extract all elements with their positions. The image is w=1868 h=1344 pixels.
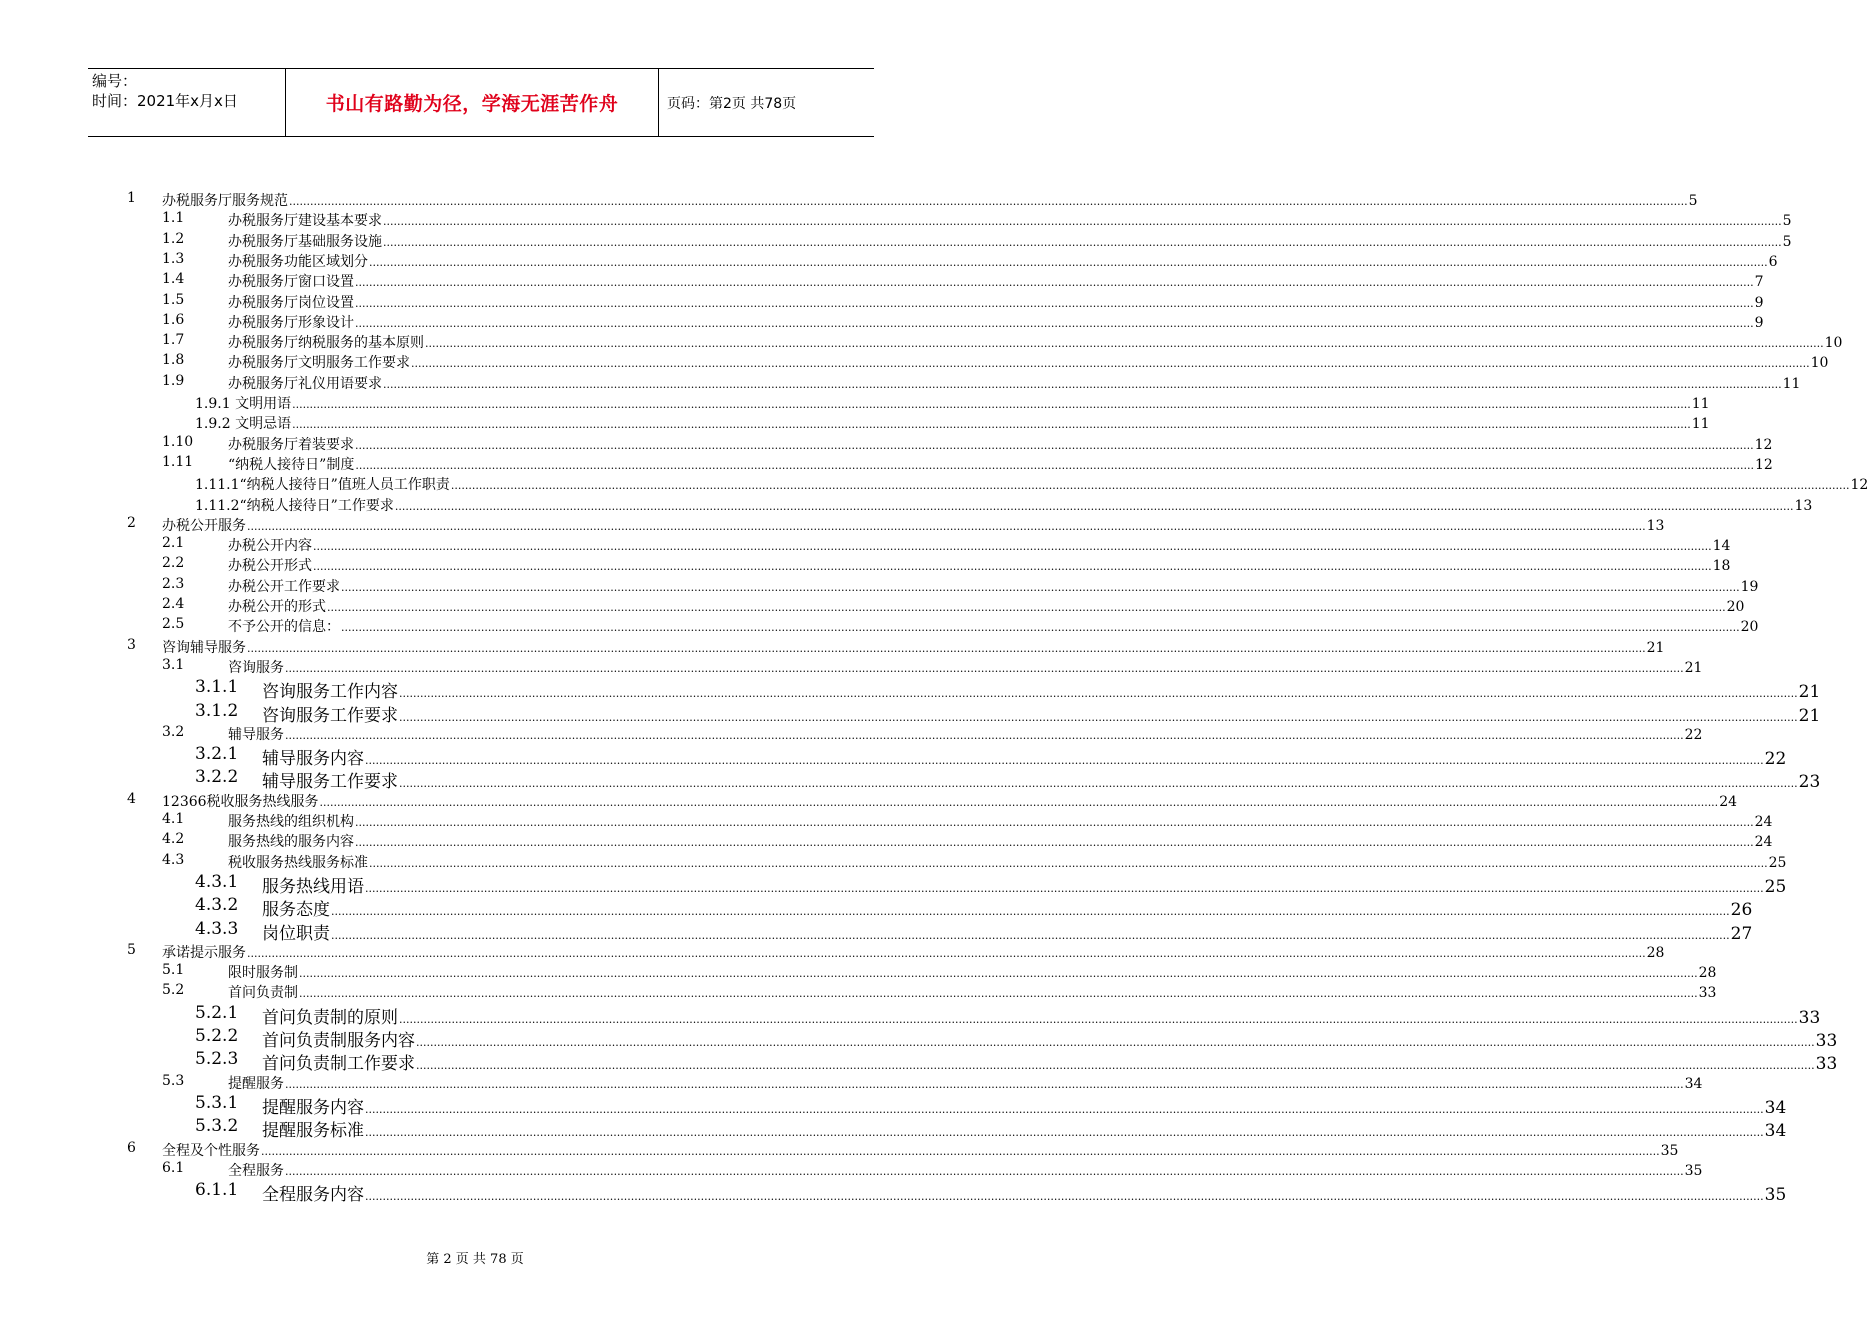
toc-page-number: 23 [1798,772,1821,793]
toc-title: 1.11.1“纳税人接待日”值班人员工作职责 [195,477,450,494]
toc-number: 3.2 [162,723,185,740]
toc-number: 1.4 [162,271,185,288]
toc-leader: ................................................................................................................................................................................................................................................................................................................................................................................................................ [399,777,1798,791]
toc-number: 1 [127,190,136,206]
toc-title: 首问负责制 [228,985,298,1002]
toc-page-number: 19 [1740,578,1759,595]
toc-page-number: 22 [1764,749,1787,770]
toc-page-number: 21 [1646,639,1665,656]
toc-page-number: 5 [1688,193,1698,209]
toc-page-number: 33 [1798,1007,1821,1028]
toc-number: 3.1.1 [195,677,239,698]
toc-page-number: 21 [1798,705,1821,726]
toc-title: 1.11.2“纳税人接待日”工作要求 [195,497,394,514]
toc-title: 办税公开服务 [162,517,246,534]
toc-title: 税收服务热线服务标准 [228,854,368,871]
toc-title: 服务热线用语 [262,876,364,897]
toc-number: 5.2.2 [195,1026,239,1046]
toc-number: 2.4 [162,596,185,612]
toc-title: 办税服务厅岗位设置 [228,294,354,311]
toc-leader: ................................................................................................................................................................................................................................................................................................................................................................................................................ [289,195,1688,208]
toc-page-number: 20 [1740,619,1759,636]
page-footer: 第 2 页 共 78 页 [426,1252,524,1267]
toc-leader: ................................................................................................................................................................................................................................................................................................................................................................................................................ [355,316,1754,330]
toc-title: 全程及个性服务 [162,1142,260,1159]
header-motto-cell [286,69,659,136]
toc-title: 办税服务厅服务规范 [162,193,288,209]
toc-entry[interactable] [0,811,1773,831]
toc-leader: ................................................................................................................................................................................................................................................................................................................................................................................................................ [355,836,1754,850]
toc-page-number: 14 [1712,538,1731,555]
toc-leader: ................................................................................................................................................................................................................................................................................................................................................................................................................ [355,296,1754,310]
toc-leader: ................................................................................................................................................................................................................................................................................................................................................................................................................ [292,418,1691,432]
toc-entry[interactable] [0,413,1710,433]
toc-page-number: 7 [1754,274,1764,291]
toc-number: 4.3 [162,851,185,868]
toc-entry[interactable] [0,1026,1838,1051]
toc-leader: ................................................................................................................................................................................................................................................................................................................................................................................................................ [365,881,1764,895]
toc-number: 1.5 [162,291,185,308]
toc-page-number: 13 [1794,497,1813,514]
toc-page-number: 13 [1646,517,1665,534]
toc-leader: ................................................................................................................................................................................................................................................................................................................................................................................................................ [399,1012,1798,1026]
toc-number: 1.11 [162,453,194,470]
toc-entry[interactable] [0,555,1731,575]
toc-leader: ................................................................................................................................................................................................................................................................................................................................................................................................................ [365,1190,1764,1204]
toc-number: 1.10 [162,433,194,450]
toc-entry[interactable] [0,1002,1821,1028]
toc-number: 4.2 [162,831,185,848]
toc-entry[interactable] [0,596,1745,616]
toc-title: 咨询服务 [228,659,284,676]
toc-number: 2.2 [162,555,185,572]
toc-leader: ................................................................................................................................................................................................................................................................................................................................................................................................................ [285,1077,1684,1091]
toc-number: 2.5 [162,616,185,633]
toc-page-number: 21 [1684,659,1703,676]
toc-title: 办税公开的形式 [228,599,326,615]
toc-page-number: 12 [1754,456,1773,473]
toc-leader: ................................................................................................................................................................................................................................................................................................................................................................................................................ [399,710,1798,724]
toc-title: 全程服务 [228,1162,284,1179]
toc-entry[interactable] [0,433,1773,454]
toc-number: 1.3 [162,250,185,267]
toc-number: 3.1.2 [195,700,239,721]
toc-leader: ................................................................................................................................................................................................................................................................................................................................................................................................................ [331,905,1730,919]
toc-leader: ................................................................................................................................................................................................................................................................................................................................................................................................................ [341,580,1740,594]
toc-title: 办税服务厅着装要求 [228,436,354,453]
toc-leader: ................................................................................................................................................................................................................................................................................................................................................................................................................ [299,987,1698,1001]
toc-title: 限时服务制 [228,965,298,982]
toc-page-number: 12 [1754,436,1773,453]
toc-leader: ................................................................................................................................................................................................................................................................................................................................................................................................................ [319,795,1719,809]
toc-leader: ................................................................................................................................................................................................................................................................................................................................................................................................................ [327,601,1726,614]
toc-leader: ................................................................................................................................................................................................................................................................................................................................................................................................................ [383,235,1782,249]
toc-leader: ................................................................................................................................................................................................................................................................................................................................................................................................................ [299,967,1698,981]
toc-page-number: 20 [1726,599,1745,615]
toc-entry[interactable] [0,1159,1703,1180]
toc-title: 辅导服务工作要求 [262,772,398,793]
toc-entry[interactable] [0,871,1787,897]
toc-entry[interactable] [0,1049,1838,1075]
toc-leader: ................................................................................................................................................................................................................................................................................................................................................................................................................ [369,856,1768,870]
toc-leader: ................................................................................................................................................................................................................................................................................................................................................................................................................ [331,928,1730,942]
toc-page-number: 22 [1684,726,1703,743]
toc-entry[interactable] [0,616,1759,636]
toc-leader: ................................................................................................................................................................................................................................................................................................................................................................................................................ [383,377,1782,391]
toc-number: 4.3.3 [195,918,239,939]
toc-entry[interactable] [0,744,1787,770]
toc-page-number: 34 [1764,1121,1787,1142]
toc-page-number: 10 [1810,355,1829,372]
toc-leader: ................................................................................................................................................................................................................................................................................................................................................................................................................ [394,499,1794,513]
toc-title: 承诺提示服务 [162,944,246,961]
toc-number: 5 [127,941,136,958]
toc-entry[interactable] [0,190,1698,210]
toc-leader: ................................................................................................................................................................................................................................................................................................................................................................................................................ [355,458,1754,472]
toc-number: 1.9 [162,372,185,389]
toc-page-number: 28 [1698,965,1717,982]
toc-number: 6.1 [162,1159,185,1176]
toc-title: 办税公开工作要求 [228,578,340,595]
toc-entry[interactable] [0,495,1813,515]
page-info: 页码：第2页 共78页 [667,95,797,112]
toc-page-number: 10 [1824,335,1843,352]
toc-leader: ................................................................................................................................................................................................................................................................................................................................................................................................................ [450,479,1850,493]
toc-leader: ................................................................................................................................................................................................................................................................................................................................................................................................................ [383,215,1782,229]
toc-entry[interactable] [0,575,1759,596]
toc-entry[interactable] [0,474,1868,494]
toc-entry[interactable] [0,1180,1787,1206]
toc-title: 服务热线的服务内容 [228,834,354,851]
toc-page-number: 11 [1782,375,1801,392]
toc-leader: ................................................................................................................................................................................................................................................................................................................................................................................................................ [261,1144,1660,1158]
toc-leader: ................................................................................................................................................................................................................................................................................................................................................................................................................ [416,1059,1815,1073]
toc-entry[interactable] [0,962,1717,982]
toc-title: 办税服务厅形象设计 [228,314,354,331]
toc-leader: ................................................................................................................................................................................................................................................................................................................................................................................................................ [247,641,1646,655]
toc-leader: ................................................................................................................................................................................................................................................................................................................................................................................................................ [355,276,1754,290]
toc-entry[interactable] [0,851,1787,872]
toc-entry[interactable] [0,1092,1787,1118]
toc-title: 办税公开形式 [228,558,312,575]
toc-entry[interactable] [0,656,1703,677]
toc-title: 提醒服务 [228,1075,284,1092]
toc-page-number: 9 [1754,294,1764,311]
toc-leader: ................................................................................................................................................................................................................................................................................................................................................................................................................ [313,560,1712,574]
toc-entry[interactable] [0,636,1665,657]
toc-page-number: 21 [1798,682,1821,703]
toc-entry[interactable] [0,941,1665,962]
toc-number: 3 [127,636,136,653]
toc-page-number: 34 [1684,1075,1703,1092]
toc-title: 首问负责制的原则 [262,1007,398,1028]
toc-number: 1.7 [162,332,185,349]
toc-title: 咨询服务工作内容 [262,682,398,703]
toc-title: 首问负责制工作要求 [262,1054,415,1075]
toc-page-number: 25 [1764,876,1787,897]
date-label: 时间：2021年x月x日 [92,92,238,110]
toc-number: 4.3.1 [195,871,239,892]
toc-number: 5.3.2 [195,1116,239,1137]
toc-leader: ................................................................................................................................................................................................................................................................................................................................................................................................................ [285,661,1684,675]
toc-leader: ................................................................................................................................................................................................................................................................................................................................................................................................................ [247,519,1646,533]
toc-leader: ................................................................................................................................................................................................................................................................................................................................................................................................................ [425,337,1824,351]
toc-page-number: 35 [1660,1142,1679,1159]
toc-title: 辅导服务 [228,726,284,743]
toc-number: 1.2 [162,230,185,247]
header-meta [88,69,286,136]
toc-leader: ................................................................................................................................................................................................................................................................................................................................................................................................................ [285,1164,1684,1178]
toc-title: 全程服务内容 [262,1185,364,1206]
toc-entry[interactable] [0,352,1829,372]
toc-title: 服务态度 [262,900,330,921]
toc-page-number: 28 [1646,944,1665,961]
page-header [88,68,874,137]
toc-entry[interactable] [0,393,1710,413]
toc-number: 5.2.3 [195,1049,239,1070]
toc-page-number: 24 [1754,834,1773,851]
toc-page-number: 11 [1691,396,1710,412]
toc-number: 2.1 [162,535,185,552]
toc-page-number: 18 [1712,558,1731,575]
toc-title: 1.9.2 文明忌语 [195,416,292,433]
toc-number: 2 [127,514,136,531]
toc-leader: ................................................................................................................................................................................................................................................................................................................................................................................................................ [313,540,1712,554]
toc-title: 12366税收服务热线服务 [162,793,319,810]
toc-title: 1.9.1 文明用语 [195,396,292,412]
toc-leader: ................................................................................................................................................................................................................................................................................................................................................................................................................ [355,438,1754,452]
toc-number: 5.3.1 [195,1092,239,1113]
toc-leader: ................................................................................................................................................................................................................................................................................................................................................................................................................ [365,1126,1764,1140]
toc-title: 办税服务厅文明服务工作要求 [228,355,410,372]
toc-title: 不予公开的信息： [228,619,340,636]
toc-entry[interactable] [0,332,1843,352]
toc-title: 首问负责制服务内容 [262,1031,415,1051]
toc-title: 岗位职责 [262,923,330,944]
toc-page-number: 24 [1754,814,1773,830]
toc-page-number: 35 [1684,1162,1703,1179]
toc-entry[interactable] [0,723,1703,744]
toc-number: 6 [127,1139,136,1156]
toc-number: 4 [127,790,136,807]
toc-title: 提醒服务标准 [262,1121,364,1142]
toc-title: 服务热线的组织机构 [228,814,354,830]
toc-number: 2.3 [162,575,185,592]
toc-title: 办税服务厅基础服务设施 [228,233,382,250]
toc-leader: ................................................................................................................................................................................................................................................................................................................................................................................................................ [369,255,1768,269]
toc-entry[interactable] [0,895,1753,921]
toc-number: 5.2 [162,982,185,999]
toc-title: 办税服务厅纳税服务的基本原则 [228,335,424,352]
toc-title: “纳税人接待日”制度 [228,456,355,473]
toc-number: 6.1.1 [195,1180,239,1201]
toc-page-number: 33 [1698,985,1717,1002]
toc-number: 1.6 [162,311,185,328]
toc-page-number: 26 [1730,900,1753,921]
toc-entry[interactable] [0,230,1792,251]
toc-page-number: 33 [1815,1031,1838,1051]
toc-page-number: 33 [1815,1054,1838,1075]
toc-entry[interactable] [0,1072,1703,1093]
toc-page-number: 35 [1764,1185,1787,1206]
toc-entry[interactable] [0,271,1764,291]
toc-entry[interactable] [0,700,1821,726]
toc-entry[interactable] [0,1139,1679,1160]
toc-page-number: 12 [1850,477,1868,494]
toc-page-number: 27 [1730,923,1753,944]
toc-leader: ................................................................................................................................................................................................................................................................................................................................................................................................................ [247,946,1646,960]
toc-title: 办税服务功能区域划分 [228,253,368,270]
toc-page-number: 5 [1782,233,1792,250]
toc-number: 1.1 [162,210,185,227]
toc-entry[interactable] [0,535,1731,555]
toc-entry[interactable] [0,982,1717,1002]
toc-page-number: 25 [1768,854,1787,871]
toc-number: 5.2.1 [195,1002,239,1023]
toc-title: 提醒服务内容 [262,1097,364,1118]
toc-number: 3.2.2 [195,767,239,788]
toc-leader: ................................................................................................................................................................................................................................................................................................................................................................................................................ [355,816,1754,829]
toc-number: 4.3.2 [195,895,239,916]
toc-entry[interactable] [0,767,1821,793]
toc-entry[interactable] [0,514,1665,535]
toc-entry[interactable] [0,372,1801,393]
toc-entry[interactable] [0,1116,1787,1142]
toc-page-number: 6 [1768,253,1778,270]
toc-leader: ................................................................................................................................................................................................................................................................................................................................................................................................................ [341,621,1740,635]
number-label: 编号： [92,72,138,90]
motto: 书山有路勤为径，学海无涯苦作舟 [325,93,619,115]
toc-page-number: 11 [1691,416,1710,433]
toc-entry[interactable] [0,918,1753,944]
toc-entry[interactable] [0,311,1764,332]
toc-leader: ................................................................................................................................................................................................................................................................................................................................................................................................................ [399,687,1798,701]
toc-page-number: 24 [1719,793,1738,810]
toc-leader: ................................................................................................................................................................................................................................................................................................................................................................................................................ [365,754,1764,768]
toc-leader: ................................................................................................................................................................................................................................................................................................................................................................................................................ [411,357,1810,371]
toc-title: 办税服务厅窗口设置 [228,274,354,291]
toc-page-number: 9 [1754,314,1764,331]
toc-entry[interactable] [0,790,1738,811]
toc-leader: ................................................................................................................................................................................................................................................................................................................................................................................................................ [365,1102,1764,1116]
toc-number: 5.1 [162,962,185,979]
toc-title: 咨询辅导服务 [162,639,246,656]
toc-title: 办税服务厅礼仪用语要求 [228,375,382,392]
toc-leader: ................................................................................................................................................................................................................................................................................................................................................................................................................ [285,728,1684,742]
toc-number: 3.2.1 [195,744,239,765]
toc-number: 3.1 [162,656,185,673]
toc-entry[interactable] [0,210,1792,230]
header-page-info-cell [659,69,874,136]
toc-number: 1.8 [162,352,185,369]
toc-number: 4.1 [162,811,185,827]
toc-entry[interactable] [0,291,1764,312]
toc-entry[interactable] [0,250,1778,271]
toc-entry[interactable] [0,677,1821,703]
toc-number: 5.3 [162,1072,185,1089]
toc-entry[interactable] [0,831,1773,851]
toc-page-number: 34 [1764,1097,1787,1118]
toc-title: 办税服务厅建设基本要求 [228,213,382,230]
toc-title: 办税公开内容 [228,538,312,555]
toc-entry[interactable] [0,453,1773,474]
toc-title: 咨询服务工作要求 [262,705,398,726]
toc-title: 辅导服务内容 [262,749,364,770]
toc-page-number: 5 [1782,213,1792,230]
toc-leader: ................................................................................................................................................................................................................................................................................................................................................................................................................ [416,1036,1815,1049]
toc-leader: ................................................................................................................................................................................................................................................................................................................................................................................................................ [292,398,1691,411]
